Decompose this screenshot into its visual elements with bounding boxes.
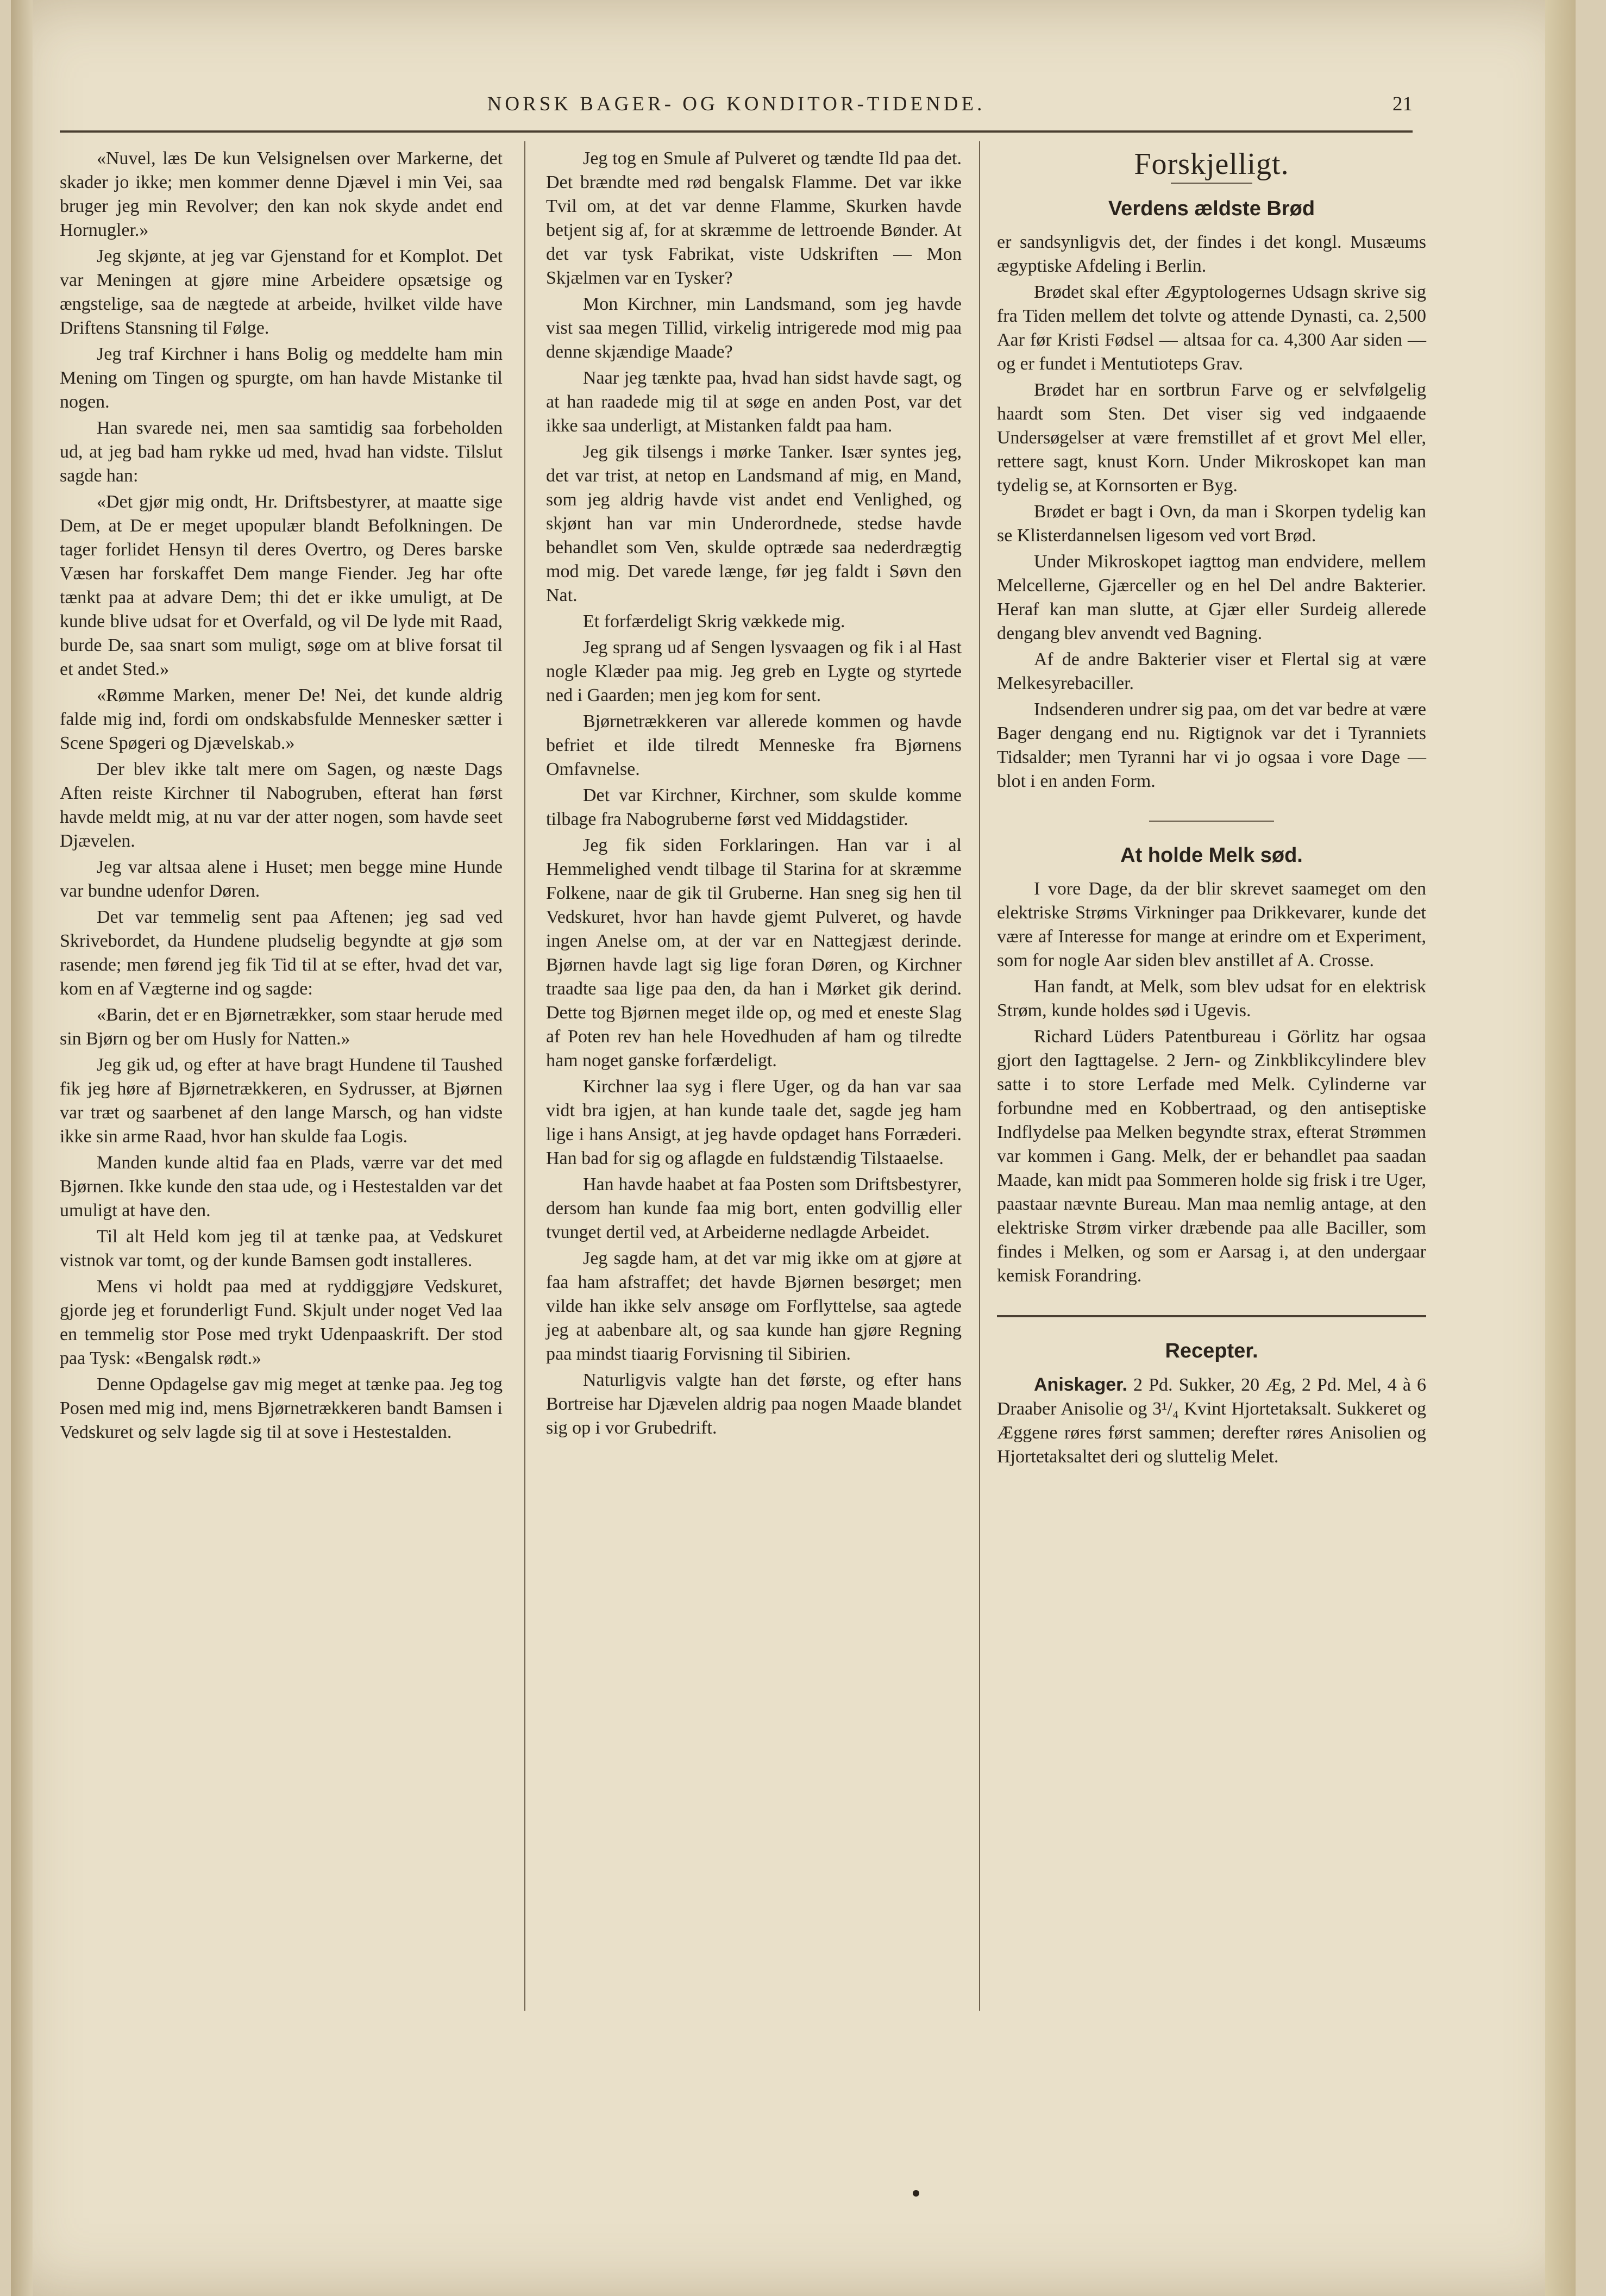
recipe-text: 2 Pd. Sukker, 20 Æg, 2 Pd. Mel, 4 à 6 Draaber Anisolie og 3¹/₄ Kvint Hjortetaksalt. Sukkeret og Æggene røres først sammen; derefter røres Anisolien og Hjortetaksaltet deri og sluttelig Melet.: [997, 1375, 1426, 1467]
newspaper-page: [11, 0, 1576, 2296]
paragraph: Jeg sprang ud af Sengen lysvaagen og fik i al Hast nogle Klæder paa mig. Jeg greb en Lygte og styrtede ned i Gaarden; men jeg kom for sent.: [546, 637, 962, 705]
column-1: [60, 147, 503, 1447]
title-rule: [1171, 183, 1252, 184]
paragraph: Brødet skal efter Ægyptologernes Udsagn skrive sig fra Tiden mellem det tolvte og attende Dynasti, ca. 2,500 Aar før Kristi Fødsel — altsaa for ca. 4,300 Aar siden — og er fundet i Mentutioteps Grav.: [997, 282, 1426, 374]
column-rule-2: [979, 141, 980, 2011]
column-rule-1: [524, 141, 525, 2011]
journal-title: NORSK BAGER- OG KONDITOR-TIDENDE.: [487, 93, 986, 115]
paragraph: Kirchner laa syg i flere Uger, og da han var saa vidt bra igjen, at han kunde taale det, sagde jeg ham lige i hans Ansigt, at jeg havde opdaget hans Forræderi. Han bad for sig og aflagde en fuldstændig Tilstaaelse.: [546, 1077, 962, 1168]
paragraph: Denne Opdagelse gav mig meget at tænke paa. Jeg tog Posen med mig ind, mens Bjørnetrækkeren bandt Bamsen i Vedskuret og selv lagde sig til at sove i Hestestalden.: [60, 1374, 503, 1442]
page-edge: [1545, 0, 1576, 2296]
paragraph: «Nuvel, læs De kun Velsignelsen over Markerne, det skader jo ikke; men kommer denne Djævel i min Vei, saa bruger jeg min Revolver; den kan nok skyde andet end Hornugler.»: [60, 148, 503, 240]
paragraph: I vore Dage, da der blir skrevet saameget om den elektriske Strøms Virkninger paa Drikkevarer, kunde det være af Interesse for mange at erindre om et Experiment, som for nogle Aar siden blev anstillet af A. Crosse.: [997, 879, 1426, 971]
paragraph: Det var Kirchner, Kirchner, som skulde komme tilbage fra Nabogruberne først ved Middagstider.: [546, 785, 962, 829]
paragraph: Han svarede nei, men saa samtidig saa forbeholden ud, at jeg bad ham rykke ud med, hvad han vidste. Tilslut sagde han:: [60, 418, 503, 486]
binding-spine: [11, 0, 33, 2296]
paragraph: Manden kunde altid faa en Plads, værre var det med Bjørnen. Ikke kunde den staa ude, og i Hestestalden var det umuligt at have den.: [60, 1153, 503, 1221]
paragraph: Jeg tog en Smule af Pulveret og tændte Ild paa det. Det brændte med rød bengalsk Flamme. Det var ikke Tvil om, at det var denne Flamme, Skurken havde betjent sig af, for at skræmme de lettroende Bønder. At det var tysk Fabrikat, viste Udskriften — Mon Skjælmen var en Tysker?: [546, 148, 962, 288]
paragraph: Indsenderen undrer sig paa, om det var bedre at være Bager dengang end nu. Rigtignok var det i Tyranniets Tidsalder; men Tyranni har vi jo ogsaa i vore Dage — blot i en anden Form.: [997, 699, 1426, 791]
paragraph: Bjørnetrækkeren var allerede kommen og havde befriet et ilde tilredt Menneske fra Bjørnens Omfavnelse.: [546, 711, 962, 779]
column-2: [546, 147, 962, 1442]
article-heading-milk: At holde Melk sød.: [1120, 844, 1303, 867]
paragraph: Jeg sagde ham, at det var mig ikke om at gjøre at faa ham afstraffet; det havde Bjørnen besørget; men vilde han ikke selv ansøge om Forflyttelse, saa agtede jeg at aabenbare alt, og saa kunde han gjøre Regning paa mindst tiaarig Forvisning til Sibirien.: [546, 1248, 962, 1364]
paragraph: Jeg skjønte, at jeg var Gjenstand for et Komplot. Det var Meningen at gjøre mine Arbeidere opsætsige og ængstelige, saa de nægtede at arbeide, hvilket vilde have Driftens Stansning til Følge.: [60, 246, 503, 338]
paragraph: Naar jeg tænkte paa, hvad han sidst havde sagt, og at han raadede mig til at søge en anden Post, var det ikke saa underligt, at Mistanken faldt paa ham.: [546, 368, 962, 436]
paragraph: Jeg traf Kirchner i hans Bolig og meddelte ham min Mening om Tingen og spurgte, om han havde Mistanke til nogen.: [60, 344, 503, 412]
paragraph: «Rømme Marken, mener De! Nei, det kunde aldrig falde mig ind, fordi om ondskabsfulde Mennesker sætter i Scene Spøgeri og Djævelskab.»: [60, 685, 503, 753]
paragraph: Der blev ikke talt mere om Sagen, og næste Dags Aften reiste Kirchner til Nabogruben, efterat han først havde meldt mig, at nu var der atter nogen, som havde seet Djævelen.: [60, 759, 503, 851]
paragraph: Han fandt, at Melk, som blev udsat for en elektrisk Strøm, kunde holdes sød i Ugevis.: [997, 977, 1426, 1021]
paragraph: Brødet er bagt i Ovn, da man i Skorpen tydelig kan se Klisterdannelsen ligesom ved vort Brød.: [997, 502, 1426, 546]
column-3: [997, 147, 1426, 1471]
paragraph: Brødet har en sortbrun Farve og er selvfølgelig haardt som Sten. Det viser sig ved indgaaende Undersøgelser at være fremstillet af et grovt Mel eller, rettere sagt, knust Korn. Under Mikroskopet kan man tydelig se, at Kornsorten er Byg.: [997, 380, 1426, 496]
paragraph: Af de andre Bakterier viser et Flertal sig at være Melkesyrebaciller.: [997, 649, 1426, 693]
paragraph: Under Mikroskopet iagttog man endvidere, mellem Melcellerne, Gjærceller og en hel Del andre Bakterier. Heraf kan man slutte, at Gjær eller Surdeig allerede dengang blev anvendt ved Bagning.: [997, 552, 1426, 643]
section-divider: [997, 1315, 1426, 1317]
paragraph: Han havde haabet at faa Posten som Driftsbestyrer, dersom han kunde faa mig bort, enten godvillig eller tvunget dertil ved, at Arbeiderne nedlagde Arbeidet.: [546, 1174, 962, 1242]
paragraph: Richard Lüders Patentbureau i Görlitz har ogsaa gjort den Iagttagelse. 2 Jern- og Zinkblikcylindere blev satte i to store Lerfade med Melk. Cylinderne var forbundne med en Kobbertraad, og den antiseptiske Indflydelse paa Melken begyndte strax, efterat Strømmen var kommen i Gang. Melk, der er behandlet paa saadan Maade, kan midt paa Sommeren holde sig frisk i tre Uger, paastaar nævnte Bureau. Man maa nemlig antage, at den elektriske Strøm virker dræbende paa alle Baciller, som findes i Melken, og som er Aarsag i, at den undergaar kemisk Forandring.: [997, 1027, 1426, 1286]
article-heading-recipes: Recepter.: [1165, 1340, 1258, 1362]
recipe-name: Aniskager.: [1034, 1374, 1127, 1395]
running-header: [60, 92, 1413, 133]
paragraph: Jeg fik siden Forklaringen. Han var i al Hemmelighed vendt tilbage til Starina for at skræmme Folkene, naar de gik til Gruberne. Han sneg sig hen til Vedskuret, hvor han havde gjemt Pulveret, og havde ingen Anelse om, at der var en Nattegjæst derinde. Bjørnen havde lagt sig lige foran Døren, og Kirchner traadte saa lige paa den, da han i Mørket gik derind. Dette tog Bjørnen meget ilde op, og med et eneste Slag af Poten rev han hele Hovedhuden af ham og tilredte ham noget ganske forfærdeligt.: [546, 835, 962, 1071]
paragraph: «Barin, det er en Bjørnetrækker, som staar herude med sin Bjørn og ber om Husly for Natten.»: [60, 1005, 503, 1049]
section-title: Forskjelligt.: [1134, 147, 1289, 181]
paragraph: Mens vi holdt paa med at ryddiggjøre Vedskuret, gjorde jeg et forunderligt Fund. Skjult under noget Ved laa en temmelig stor Pose med trykt Udenpaaskrift. Der stod paa Tysk: «Bengalsk rødt.»: [60, 1277, 503, 1368]
paragraph: Jeg gik tilsengs i mørke Tanker. Især syntes jeg, det var trist, at netop en Landsmand af mig, en Mand, som jeg aldrig havde vist andet end Venlighed, og skjønt han var min Underordnede, stedse havde behandlet som Ven, skulde optræde saa nederdrægtig mod mig. Det varede længe, før jeg faldt i Søvn den Nat.: [546, 442, 962, 605]
page-number: 21: [1392, 93, 1413, 115]
article-divider: [1149, 821, 1274, 822]
print-mark: [913, 2190, 919, 2197]
paragraph: Jeg var altsaa alene i Huset; men begge mine Hunde var bundne udenfor Døren.: [60, 857, 503, 901]
paragraph: «Det gjør mig ondt, Hr. Driftsbestyrer, at maatte sige Dem, at De er meget upopulær blandt Befolkningen. De tager forlidet Hensyn til deres Overtro, og Deres barske Væsen har forskaffet Dem mange Fiender. Jeg har ofte tænkt paa at advare Dem; thi det er ikke umuligt, at De kunde blive udsat for et Overfald, og vil De lyde mit Raad, burde De, saa snart som muligt, søge om at blive forsat til et andet Sted.»: [60, 492, 503, 679]
recipe-paragraph: [997, 1373, 1426, 1469]
article-heading-bread: Verdens ældste Brød: [1108, 197, 1315, 220]
paragraph: Jeg gik ud, og efter at have bragt Hundene til Taushed fik jeg høre af Bjørnetrækkeren, en Sydrusser, at Bjørnen var træt og saarbenet af den lange Marsch, og han vidste ikke sin arme Raad, hvor han skulde faa Logis.: [60, 1055, 503, 1147]
paragraph: Mon Kirchner, min Landsmand, som jeg havde vist saa megen Tillid, virkelig intrigerede mod mig paa denne skjændige Maade?: [546, 294, 962, 362]
paragraph: Til alt Held kom jeg til at tænke paa, at Vedskuret vistnok var tomt, og der kunde Bamsen godt installeres.: [60, 1227, 503, 1271]
paragraph: er sandsynligvis det, der findes i det kongl. Musæums ægyptiske Afdeling i Berlin.: [997, 232, 1426, 276]
paragraph: Naturligvis valgte han det første, og efter hans Bortreise har Djævelen aldrig paa nogen Maade blandet sig op i vor Grubedrift.: [546, 1370, 962, 1438]
paragraph: Det var temmelig sent paa Aftenen; jeg sad ved Skrivebordet, da Hundene pludselig begyndte at gjø som rasende; men førend jeg fik Tid til at se efter, hvad det var, kom en af Vægterne ind og sagde:: [60, 907, 503, 999]
paragraph: Et forfærdeligt Skrig vækkede mig.: [583, 611, 845, 631]
